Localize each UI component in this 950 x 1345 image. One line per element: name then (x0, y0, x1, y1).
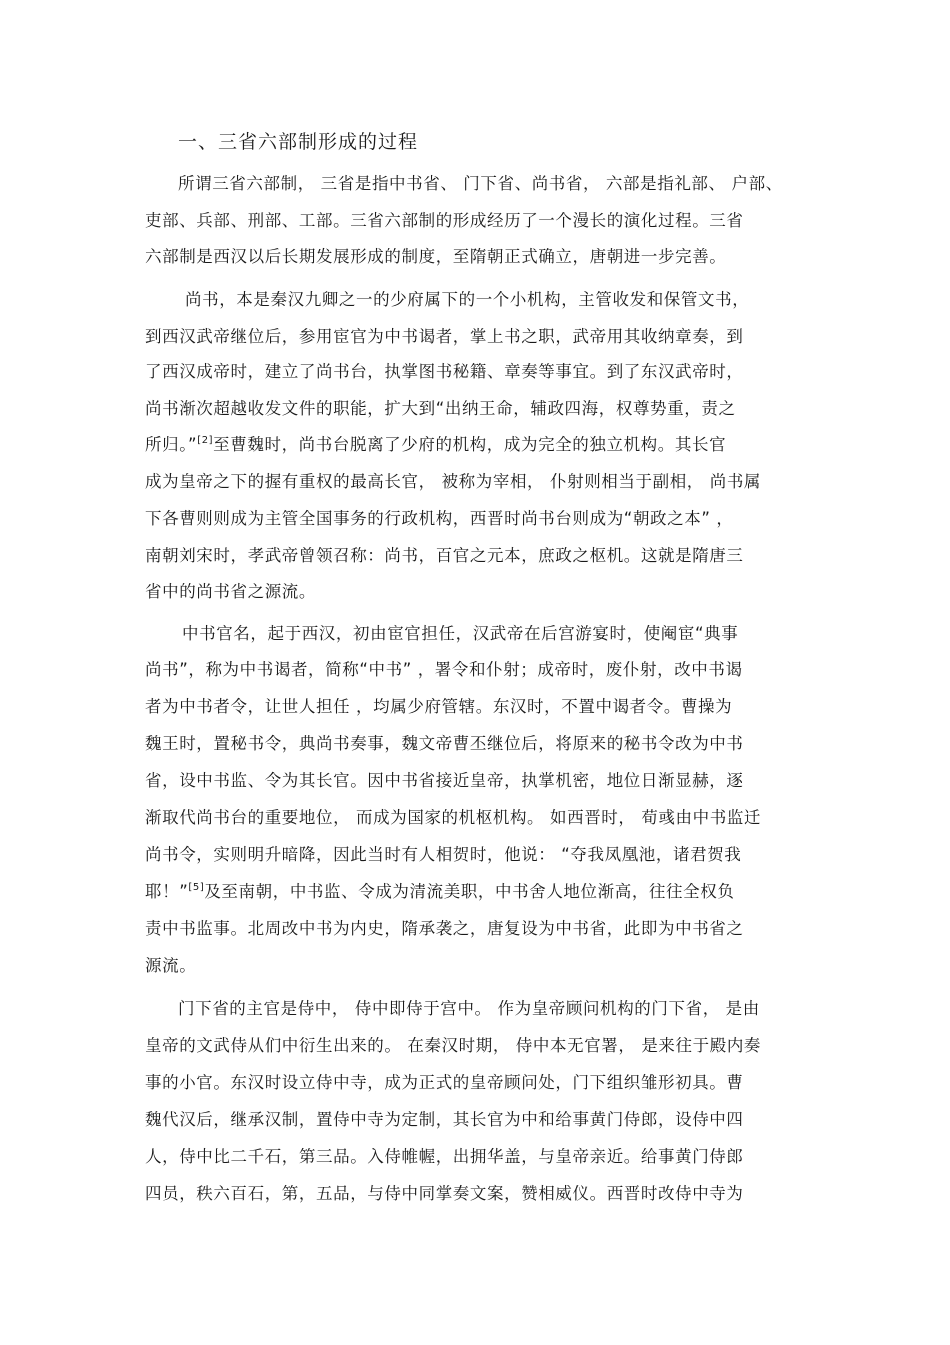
text-line: 所谓三省六部制， 三省是指中书省、 门下省、尚书省， 六部是指礼部、 户部、 (178, 174, 783, 193)
citation-marker: [5] (188, 882, 205, 893)
text-line: 了西汉成帝时，建立了尚书台，执掌图书秘籍、章奏等事宜。到了东汉武帝时， (145, 362, 744, 381)
text-line: 门下省的主官是侍中， 侍中即侍于宫中。 作为皇帝顾问机构的门下省， 是由 (178, 999, 760, 1018)
text-line (145, 880, 734, 904)
text-line: 事的小官。东汉时设立侍中寺，成为正式的皇帝顾问处，门下组织雏形初具。曹 (145, 1073, 744, 1092)
text-line: 魏王时，置秘书令，典尚书奏事，魏文帝曹丕继位后，将原来的秘书令改为中书 (145, 734, 744, 753)
text-line: 南朝刘宋时，孝武帝曾领召称：尚书，百官之元本，庶政之枢机。这就是隋唐三 (145, 546, 744, 565)
text-line: 源流。 (145, 956, 197, 975)
text-line: 责中书监事。北周改中书为内史，隋承袭之，唐复设为中书省，此即为中书省之 (145, 919, 744, 938)
text-line: 成为皇帝之下的握有重权的最高长官， 被称为宰相， 仆射则相当于副相， 尚书属 (145, 472, 762, 491)
citation-marker: [2] (197, 435, 214, 446)
text-line: 下各曹则则成为主管全国事务的行政机构，西晋时尚书台则成为“朝政之本” ， (145, 509, 734, 528)
text-line: 皇帝的文武侍从们中衍生出来的。 在秦汉时期， 侍中本无官署， 是来往于殿内奏 (145, 1036, 762, 1055)
text-line: 六部制是西汉以后长期发展形成的制度，至隋朝正式确立，唐朝进一步完善。 (145, 247, 727, 266)
text-line: 渐取代尚书台的重要地位， 而成为国家的机枢机构。 如西晋时， 荀彧由中书监迁 (145, 808, 762, 827)
text-line: 吏部、兵部、刑部、工部。三省六部制的形成经历了一个漫长的演化过程。三省 (145, 211, 744, 230)
text-line: 人，侍中比二千石，第三品。入侍帷幄，出拥华盖，与皇帝亲近。给事黄门侍郎 (145, 1147, 744, 1166)
text-line: 尚书渐次超越收发文件的职能，扩大到“出纳王命，辅政四海，权尊势重，责之 (145, 399, 736, 418)
text-segment: 及至南朝，中书监、令成为清流美职，中书舍人地位渐高，往往全权负 (204, 882, 735, 901)
text-line: 省，设中书监、令为其长官。因中书省接近皇帝，执掌机密，地位日渐显赫，逐 (145, 771, 744, 790)
text-line: 尚书”，称为中书谒者，简称“中书” ，署令和仆射；成帝时，废仆射，改中书谒 (145, 660, 743, 679)
text-line: 者为中书者令，让世人担任 ，均属少府管辖。东汉时，不置中谒者令。曹操为 (145, 697, 733, 716)
text-line: 尚书，本是秦汉九卿之一的少府属下的一个小机构，主管收发和保管文书， (185, 290, 750, 309)
text-line: 尚书令，实则明升暗降，因此当时有人相贺时，他说： “夺我凤凰池，诸君贺我 (145, 845, 742, 864)
text-segment: 至曹魏时，尚书台脱离了少府的机构，成为完全的独立机构。其长官 (213, 435, 727, 454)
text-line: 中书官名，起于西汉，初由宦官担任，汉武帝在后宫游宴时，使阉宦“典事 (182, 624, 739, 643)
text-line (145, 433, 726, 457)
text-line: 魏代汉后，继承汉制，置侍中寺为定制，其长官为中和给事黄门侍郎，设侍中四 (145, 1110, 744, 1129)
text-segment: 耶！” (145, 882, 189, 901)
section-heading: 一、三省六部制形成的过程 (178, 131, 419, 153)
text-segment: 所归。” (145, 435, 198, 454)
text-line: 省中的尚书省之源流。 (145, 582, 316, 601)
text-line: 到西汉武帝继位后，参用宦官为中书谒者，掌上书之职，武帝用其收纳章奏，到 (145, 327, 744, 346)
text-line: 四员，秩六百石，第，五品，与侍中同掌奏文案，赞相威仪。西晋时改侍中寺为 (145, 1184, 744, 1203)
